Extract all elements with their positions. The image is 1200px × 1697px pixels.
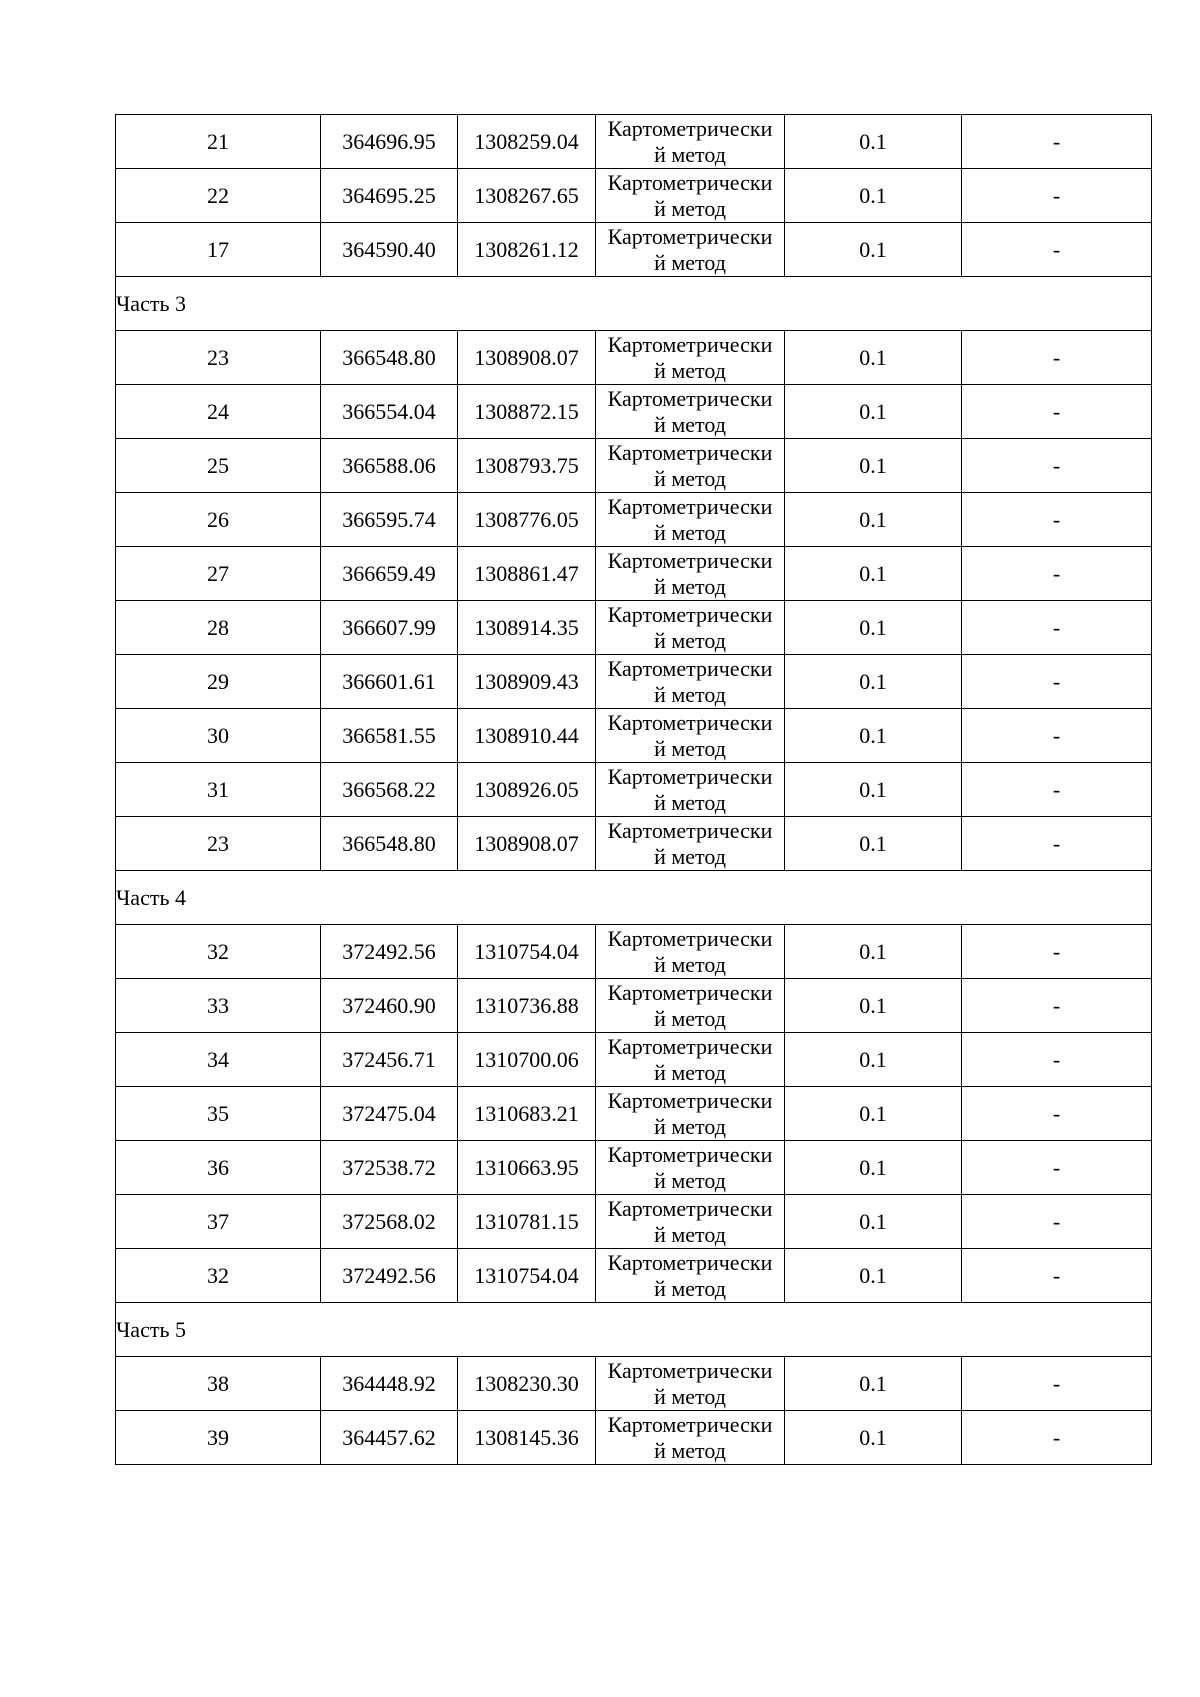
method-cell: Картометрически й метод: [596, 925, 785, 979]
note-cell: -: [962, 601, 1152, 655]
accuracy-cell: 0.1: [785, 493, 962, 547]
note-cell: -: [962, 1033, 1152, 1087]
y-coordinate-cell: 1310754.04: [458, 1249, 596, 1303]
table-row: [116, 439, 1152, 493]
point-number-cell: 32: [116, 1249, 321, 1303]
section-header-row: [116, 871, 1152, 925]
table-row: [116, 1087, 1152, 1141]
method-cell: Картометрически й метод: [596, 655, 785, 709]
method-cell: Картометрически й метод: [596, 817, 785, 871]
accuracy-cell: 0.1: [785, 1411, 962, 1465]
x-coordinate-cell: 364448.92: [321, 1357, 458, 1411]
table-row: [116, 1195, 1152, 1249]
table-row: [116, 331, 1152, 385]
method-cell: Картометрически й метод: [596, 1357, 785, 1411]
note-cell: -: [962, 1141, 1152, 1195]
accuracy-cell: 0.1: [785, 331, 962, 385]
point-number-cell: 36: [116, 1141, 321, 1195]
point-number-cell: 32: [116, 925, 321, 979]
y-coordinate-cell: 1308793.75: [458, 439, 596, 493]
accuracy-cell: 0.1: [785, 169, 962, 223]
method-cell: Картометрически й метод: [596, 709, 785, 763]
x-coordinate-cell: 366607.99: [321, 601, 458, 655]
point-number-cell: 33: [116, 979, 321, 1033]
note-cell: -: [962, 1087, 1152, 1141]
method-cell: Картометрически й метод: [596, 547, 785, 601]
table-row: [116, 1249, 1152, 1303]
method-cell: Картометрически й метод: [596, 1141, 785, 1195]
method-cell: Картометрически й метод: [596, 385, 785, 439]
x-coordinate-cell: 364457.62: [321, 1411, 458, 1465]
method-cell: Картометрически й метод: [596, 223, 785, 277]
x-coordinate-cell: 364696.95: [321, 115, 458, 169]
y-coordinate-cell: 1308259.04: [458, 115, 596, 169]
accuracy-cell: 0.1: [785, 1087, 962, 1141]
point-number-cell: 25: [116, 439, 321, 493]
y-coordinate-cell: 1308908.07: [458, 817, 596, 871]
point-number-cell: 30: [116, 709, 321, 763]
accuracy-cell: 0.1: [785, 1033, 962, 1087]
point-number-cell: 34: [116, 1033, 321, 1087]
y-coordinate-cell: 1310736.88: [458, 979, 596, 1033]
y-coordinate-cell: 1308776.05: [458, 493, 596, 547]
coordinates-table: [115, 114, 1152, 1465]
y-coordinate-cell: 1310781.15: [458, 1195, 596, 1249]
method-cell: Картометрически й метод: [596, 439, 785, 493]
table-row: [116, 925, 1152, 979]
y-coordinate-cell: 1310754.04: [458, 925, 596, 979]
point-number-cell: 29: [116, 655, 321, 709]
x-coordinate-cell: 372538.72: [321, 1141, 458, 1195]
x-coordinate-cell: 372492.56: [321, 1249, 458, 1303]
table-row: [116, 709, 1152, 763]
method-cell: Картометрически й метод: [596, 979, 785, 1033]
table-row: [116, 223, 1152, 277]
accuracy-cell: 0.1: [785, 385, 962, 439]
method-cell: Картометрически й метод: [596, 763, 785, 817]
method-cell: Картометрически й метод: [596, 1033, 785, 1087]
section-header-row: [116, 1303, 1152, 1357]
y-coordinate-cell: 1308872.15: [458, 385, 596, 439]
y-coordinate-cell: 1310663.95: [458, 1141, 596, 1195]
point-number-cell: 35: [116, 1087, 321, 1141]
point-number-cell: 21: [116, 115, 321, 169]
point-number-cell: 26: [116, 493, 321, 547]
note-cell: -: [962, 979, 1152, 1033]
x-coordinate-cell: 366548.80: [321, 331, 458, 385]
y-coordinate-cell: 1308909.43: [458, 655, 596, 709]
accuracy-cell: 0.1: [785, 115, 962, 169]
x-coordinate-cell: 366548.80: [321, 817, 458, 871]
note-cell: -: [962, 385, 1152, 439]
y-coordinate-cell: 1308910.44: [458, 709, 596, 763]
y-coordinate-cell: 1308926.05: [458, 763, 596, 817]
y-coordinate-cell: 1308267.65: [458, 169, 596, 223]
table-row: [116, 493, 1152, 547]
table-row: [116, 1357, 1152, 1411]
x-coordinate-cell: 372568.02: [321, 1195, 458, 1249]
y-coordinate-cell: 1308230.30: [458, 1357, 596, 1411]
coordinates-table-body: [116, 115, 1152, 1465]
point-number-cell: 37: [116, 1195, 321, 1249]
method-cell: Картометрически й метод: [596, 1249, 785, 1303]
method-cell: Картометрически й метод: [596, 1087, 785, 1141]
note-cell: -: [962, 1249, 1152, 1303]
note-cell: -: [962, 115, 1152, 169]
note-cell: -: [962, 169, 1152, 223]
note-cell: -: [962, 547, 1152, 601]
x-coordinate-cell: 364695.25: [321, 169, 458, 223]
accuracy-cell: 0.1: [785, 709, 962, 763]
y-coordinate-cell: 1310700.06: [458, 1033, 596, 1087]
method-cell: Картометрически й метод: [596, 1411, 785, 1465]
section-label: Часть 3: [116, 277, 1152, 331]
accuracy-cell: 0.1: [785, 1357, 962, 1411]
method-cell: Картометрически й метод: [596, 1195, 785, 1249]
x-coordinate-cell: 366588.06: [321, 439, 458, 493]
point-number-cell: 38: [116, 1357, 321, 1411]
x-coordinate-cell: 372475.04: [321, 1087, 458, 1141]
table-row: [116, 115, 1152, 169]
table-row: [116, 1033, 1152, 1087]
table-row: [116, 979, 1152, 1033]
accuracy-cell: 0.1: [785, 925, 962, 979]
point-number-cell: 17: [116, 223, 321, 277]
x-coordinate-cell: 366568.22: [321, 763, 458, 817]
y-coordinate-cell: 1308914.35: [458, 601, 596, 655]
table-row: [116, 385, 1152, 439]
point-number-cell: 28: [116, 601, 321, 655]
point-number-cell: 24: [116, 385, 321, 439]
point-number-cell: 22: [116, 169, 321, 223]
y-coordinate-cell: 1308145.36: [458, 1411, 596, 1465]
accuracy-cell: 0.1: [785, 547, 962, 601]
table-row: [116, 547, 1152, 601]
accuracy-cell: 0.1: [785, 655, 962, 709]
accuracy-cell: 0.1: [785, 763, 962, 817]
table-row: [116, 817, 1152, 871]
table-row: [116, 655, 1152, 709]
y-coordinate-cell: 1310683.21: [458, 1087, 596, 1141]
x-coordinate-cell: 366581.55: [321, 709, 458, 763]
note-cell: -: [962, 439, 1152, 493]
table-row: [116, 1141, 1152, 1195]
accuracy-cell: 0.1: [785, 601, 962, 655]
note-cell: -: [962, 223, 1152, 277]
section-header-row: [116, 277, 1152, 331]
accuracy-cell: 0.1: [785, 223, 962, 277]
x-coordinate-cell: 366659.49: [321, 547, 458, 601]
note-cell: -: [962, 763, 1152, 817]
table-row: [116, 1411, 1152, 1465]
x-coordinate-cell: 366554.04: [321, 385, 458, 439]
point-number-cell: 27: [116, 547, 321, 601]
accuracy-cell: 0.1: [785, 979, 962, 1033]
note-cell: -: [962, 1357, 1152, 1411]
x-coordinate-cell: 364590.40: [321, 223, 458, 277]
table-row: [116, 763, 1152, 817]
x-coordinate-cell: 366595.74: [321, 493, 458, 547]
accuracy-cell: 0.1: [785, 439, 962, 493]
accuracy-cell: 0.1: [785, 1195, 962, 1249]
method-cell: Картометрически й метод: [596, 331, 785, 385]
note-cell: -: [962, 709, 1152, 763]
x-coordinate-cell: 366601.61: [321, 655, 458, 709]
accuracy-cell: 0.1: [785, 1249, 962, 1303]
point-number-cell: 23: [116, 817, 321, 871]
section-label: Часть 4: [116, 871, 1152, 925]
method-cell: Картометрически й метод: [596, 115, 785, 169]
y-coordinate-cell: 1308908.07: [458, 331, 596, 385]
method-cell: Картометрически й метод: [596, 493, 785, 547]
accuracy-cell: 0.1: [785, 817, 962, 871]
table-row: [116, 601, 1152, 655]
table-row: [116, 169, 1152, 223]
x-coordinate-cell: 372456.71: [321, 1033, 458, 1087]
method-cell: Картометрически й метод: [596, 601, 785, 655]
x-coordinate-cell: 372492.56: [321, 925, 458, 979]
note-cell: -: [962, 925, 1152, 979]
note-cell: -: [962, 655, 1152, 709]
method-cell: Картометрически й метод: [596, 169, 785, 223]
section-label: Часть 5: [116, 1303, 1152, 1357]
point-number-cell: 39: [116, 1411, 321, 1465]
accuracy-cell: 0.1: [785, 1141, 962, 1195]
note-cell: -: [962, 817, 1152, 871]
x-coordinate-cell: 372460.90: [321, 979, 458, 1033]
point-number-cell: 31: [116, 763, 321, 817]
y-coordinate-cell: 1308861.47: [458, 547, 596, 601]
note-cell: -: [962, 493, 1152, 547]
y-coordinate-cell: 1308261.12: [458, 223, 596, 277]
note-cell: -: [962, 1195, 1152, 1249]
point-number-cell: 23: [116, 331, 321, 385]
note-cell: -: [962, 1411, 1152, 1465]
note-cell: -: [962, 331, 1152, 385]
